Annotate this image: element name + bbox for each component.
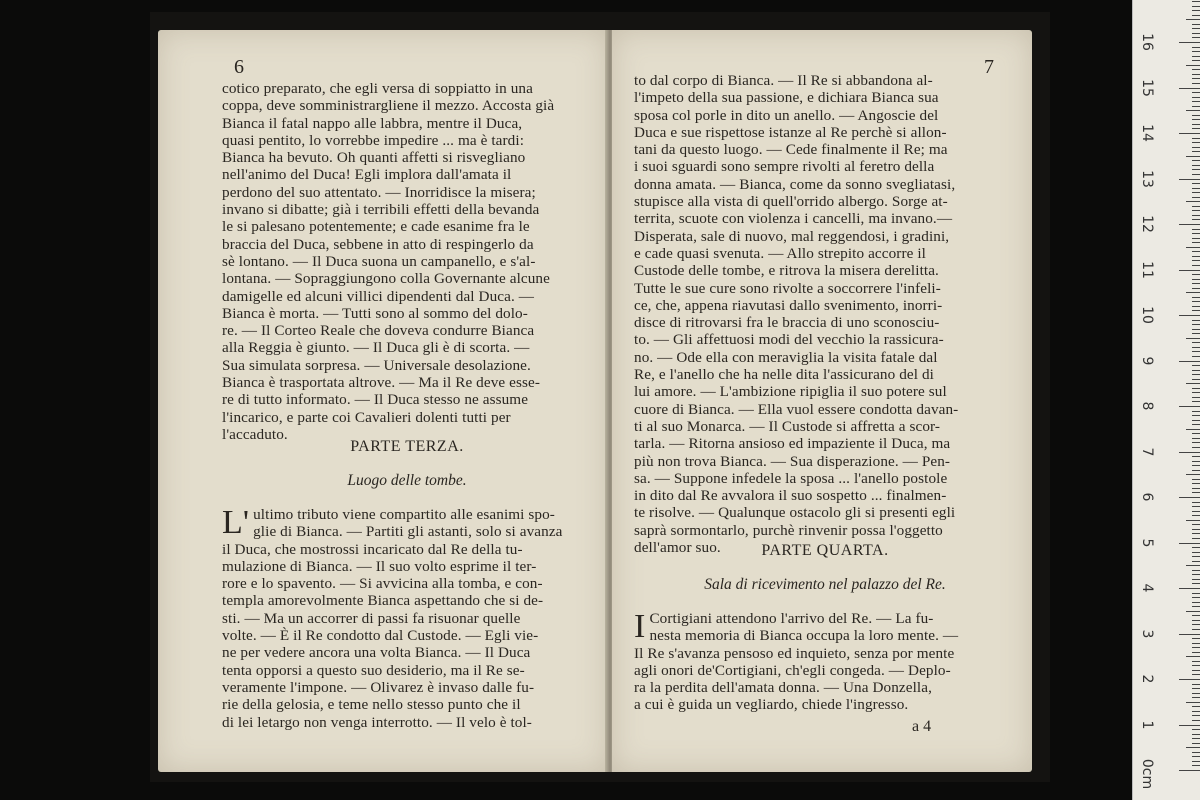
ruler-tick	[1192, 756, 1200, 757]
text-line: più non trova Bianca. — Sua disperazione. — Pen-	[634, 452, 951, 470]
ruler-tick	[1192, 483, 1200, 484]
ruler-tick	[1192, 438, 1200, 439]
text-line: territa, scuote con violenza i cancelli, ma invano.—	[634, 210, 953, 228]
ruler-tick	[1179, 725, 1200, 726]
ruler-tick	[1192, 192, 1200, 193]
ruler-tick	[1192, 374, 1200, 375]
ruler-tick	[1192, 74, 1200, 75]
text-line: lontana. — Sopraggiungono colla Governante alcune	[222, 270, 550, 288]
text-line: a cui è guida un vegliardo, chiede l'ingresso.	[634, 696, 909, 714]
ruler-tick	[1192, 83, 1200, 84]
ruler-tick	[1192, 283, 1200, 284]
ruler-tick	[1192, 461, 1200, 462]
ruler-tick	[1192, 210, 1200, 211]
ruler-tick	[1192, 511, 1200, 512]
ruler-tick	[1179, 634, 1200, 635]
ruler-tick	[1192, 138, 1200, 139]
ruler-tick	[1192, 174, 1200, 175]
text-line: Disperata, sale di nuovo, mal reggendosi, i gradini,	[634, 227, 950, 245]
ruler-tick	[1192, 10, 1200, 11]
ruler-label: 4	[1139, 583, 1155, 593]
ruler-tick	[1186, 474, 1200, 475]
page-number-right: 7	[984, 56, 994, 78]
ruler-tick	[1192, 356, 1200, 357]
ruler-tick	[1192, 333, 1200, 334]
text-line: veramente l'impone. — Olivarez è invaso dalle fu-	[222, 678, 535, 696]
ruler-tick	[1192, 652, 1200, 653]
text-line: Custode delle tombe, e ritrova la misera derelitta.	[634, 262, 939, 280]
ruler-tick	[1192, 188, 1200, 189]
ruler-tick	[1192, 97, 1200, 98]
text-line: re di tutto informato. — Il Duca stesso ne assume	[222, 391, 529, 409]
ruler-label: 15	[1139, 78, 1155, 97]
ruler-tick	[1186, 65, 1200, 66]
text-line: l'incarico, e parte coi Cavalieri dolenti tutti per	[222, 408, 511, 426]
ruler-tick	[1179, 179, 1200, 180]
drop-cap: I	[634, 608, 646, 645]
ruler-tick	[1192, 206, 1200, 207]
drop-cap: L'	[222, 504, 250, 541]
ruler-tick	[1186, 247, 1200, 248]
ruler-tick	[1192, 606, 1200, 607]
ruler-tick	[1192, 761, 1200, 762]
ruler-tick	[1186, 702, 1200, 703]
ruler-tick	[1192, 524, 1200, 525]
text-line: cotico preparato, che egli versa di soppiatto in una	[222, 80, 533, 97]
text-line: rie della gelosia, e teme nello stesso punto che il	[222, 696, 521, 714]
text-line: damigelle ed alcuni villici dipendenti dal Duca. —	[222, 287, 535, 305]
ruler-tick	[1192, 597, 1200, 598]
text-line: tani da questo luogo. — Cede finalmente il Re; ma	[634, 141, 948, 159]
left-text-top	[222, 80, 592, 443]
ruler-tick	[1192, 370, 1200, 371]
ruler-label: 13	[1139, 169, 1155, 188]
ruler-tick	[1192, 697, 1200, 698]
ruler-tick	[1179, 406, 1200, 407]
text-line: no. — Ode ella con meraviglia la visita fatale dal	[634, 348, 938, 366]
ruler-tick	[1192, 1, 1200, 2]
ruler-tick	[1186, 156, 1200, 157]
right-page	[612, 30, 1032, 772]
ruler-tick	[1192, 506, 1200, 507]
text-line: te risolve. — Qualunque ostacolo gli si presenti egli	[634, 504, 956, 522]
ruler-tick	[1192, 479, 1200, 480]
ruler-tick	[1186, 338, 1200, 339]
ruler-tick	[1192, 433, 1200, 434]
ruler-tick	[1192, 251, 1200, 252]
ruler-tick	[1192, 279, 1200, 280]
ruler-tick	[1192, 411, 1200, 412]
text-line: to. — Gli affettuosi modi del vecchio la rassicura-	[634, 331, 944, 349]
text-line: Bianca è morta. — Tutti sono al sommo del dolo-	[222, 304, 528, 322]
text-line: perdono del suo attentato. — Inorridisce la misera;	[222, 183, 536, 201]
ruler-tick	[1192, 552, 1200, 553]
ruler-tick	[1192, 101, 1200, 102]
ruler-tick	[1192, 465, 1200, 466]
text-line: to dal corpo di Bianca. — Il Re si abbandona al-	[634, 72, 933, 89]
ruler-tick	[1186, 747, 1200, 748]
ruler-tick	[1179, 270, 1200, 271]
ruler-tick	[1192, 743, 1200, 744]
ruler-tick	[1192, 624, 1200, 625]
ruler-tick	[1192, 351, 1200, 352]
right-text-bottom	[634, 610, 1016, 714]
ruler-tick	[1192, 734, 1200, 735]
ruler-label: 8	[1139, 401, 1155, 411]
text-line: sè lontano. — Il Duca suona un campanello, e s'al-	[222, 252, 536, 270]
right-text-top	[634, 72, 1016, 556]
ruler-tick	[1192, 579, 1200, 580]
ruler-tick	[1192, 674, 1200, 675]
ruler-tick	[1192, 124, 1200, 125]
ruler-tick	[1192, 706, 1200, 707]
ruler-tick	[1192, 119, 1200, 120]
part-three-subheading: Luogo delle tombe.	[347, 472, 467, 489]
ruler-tick	[1192, 593, 1200, 594]
ruler-tick	[1179, 361, 1200, 362]
ruler-tick	[1192, 502, 1200, 503]
ruler-tick	[1192, 538, 1200, 539]
text-line: saprà sormontarlo, purchè rinvenir possa l'oggetto	[634, 521, 943, 539]
ruler-tick	[1192, 752, 1200, 753]
ruler-tick	[1192, 693, 1200, 694]
ruler-tick	[1192, 570, 1200, 571]
text-line: cuore di Bianca. — Ella vuol essere condotta davan-	[634, 400, 959, 418]
ruler-tick	[1192, 574, 1200, 575]
ruler-tick	[1192, 392, 1200, 393]
ruler-tick	[1192, 401, 1200, 402]
ruler-tick	[1192, 365, 1200, 366]
text-line: ne per vedere ancora una volta Bianca. — Il Duca	[222, 644, 531, 662]
ruler-tick	[1192, 37, 1200, 38]
ruler-tick	[1192, 297, 1200, 298]
ruler-label: 9	[1139, 356, 1155, 365]
ruler-tick	[1192, 492, 1200, 493]
ruler-tick	[1192, 260, 1200, 261]
text-line: Il Re s'avanza pensoso ed inquieto, senza por mente	[634, 644, 955, 662]
ruler-tick	[1179, 588, 1200, 589]
text-line: Bianca è trasportata altrove. — Ma il Re deve esse-	[222, 374, 541, 392]
ruler-tick	[1192, 711, 1200, 712]
ruler-tick	[1192, 329, 1200, 330]
part-four-heading: PARTE QUARTA.	[761, 542, 889, 559]
ruler-label: 5	[1139, 538, 1155, 547]
ruler-tick	[1192, 28, 1200, 29]
text-line: nell'animo del Duca! Egli implora dall'amata il	[222, 166, 512, 184]
ruler-tick	[1192, 556, 1200, 557]
ruler-tick	[1192, 265, 1200, 266]
ruler-tick	[1192, 301, 1200, 302]
ruler-tick	[1192, 615, 1200, 616]
ruler-tick	[1192, 424, 1200, 425]
text-line: re. — Il Corteo Reale che doveva condurre Bianca	[222, 322, 535, 340]
ruler-tick	[1179, 770, 1200, 771]
ruler-label: 16	[1139, 33, 1155, 51]
ruler-tick	[1192, 92, 1200, 93]
ruler-tick	[1179, 452, 1200, 453]
ruler-tick	[1192, 533, 1200, 534]
text-line: donna amata. — Bianca, come da sonno svegliatasi,	[634, 175, 956, 193]
ruler-tick	[1192, 78, 1200, 79]
ruler-label: 10	[1139, 306, 1155, 324]
text-line: stupisce alla vista di quell'orrido albergo. Sorge at-	[634, 193, 948, 211]
text-line: l'accaduto.	[222, 425, 288, 443]
ruler-tick	[1192, 256, 1200, 257]
ruler-tick	[1186, 565, 1200, 566]
ruler-tick	[1192, 379, 1200, 380]
ruler-tick	[1192, 529, 1200, 530]
left-page	[158, 30, 608, 772]
text-line: alla Reggia è giunto. — Il Duca gli è di scorta. —	[222, 339, 530, 357]
signature-mark: a 4	[912, 718, 932, 735]
ruler-tick	[1192, 442, 1200, 443]
text-line: Tutte le sue cure sono rivolte a soccorrere l'infeli-	[634, 279, 941, 297]
left-text-bottom	[222, 506, 592, 731]
ruler-tick	[1192, 274, 1200, 275]
ruler-label: 0cm	[1139, 758, 1155, 790]
text-line: volte. — È il Re condotto dal Custode. — Egli vie-	[222, 627, 539, 645]
ruler-tick	[1192, 729, 1200, 730]
text-line: le si palesano potentemente; e cade esanime fra le	[222, 218, 530, 236]
ruler-tick	[1192, 106, 1200, 107]
ruler-tick	[1179, 679, 1200, 680]
text-line: il Duca, che mostrossi incaricato dal Re della tu-	[222, 540, 523, 558]
text-line: rore e lo spavento. — Si avvicina alla tomba, e con-	[222, 575, 543, 593]
ruler-tick	[1186, 383, 1200, 384]
text-line: tenta opporsi a questo suo desiderio, ma il Re se-	[222, 661, 525, 679]
text-line: sti. — Ma un accorrer di passi fa risuonar quelle	[222, 609, 521, 627]
ruler-tick	[1192, 320, 1200, 321]
ruler-tick	[1192, 688, 1200, 689]
ruler-tick	[1192, 670, 1200, 671]
ruler-tick	[1186, 110, 1200, 111]
ruler-tick	[1192, 347, 1200, 348]
ruler-tick	[1192, 56, 1200, 57]
ruler-tick	[1192, 324, 1200, 325]
ruler-tick	[1192, 602, 1200, 603]
ruler-tick	[1192, 165, 1200, 166]
ruler-tick	[1179, 315, 1200, 316]
ruler-tick	[1192, 456, 1200, 457]
ruler-tick	[1192, 15, 1200, 16]
ruler-tick	[1179, 133, 1200, 134]
ruler-tick	[1192, 638, 1200, 639]
part-four-subheading: Sala di ricevimento nel palazzo del Re.	[704, 576, 946, 593]
ruler-tick	[1179, 224, 1200, 225]
text-line: Sua simulata sorpresa. — Universale desolazione.	[222, 356, 531, 374]
ruler-tick	[1192, 765, 1200, 766]
text-line: coppa, deve somministrargliene il mezzo. Accosta già	[222, 97, 555, 115]
ruler-tick	[1192, 715, 1200, 716]
ruler-tick	[1192, 561, 1200, 562]
ruler-tick	[1192, 69, 1200, 70]
ruler-label: 3	[1139, 629, 1155, 638]
ruler-tick	[1179, 88, 1200, 89]
text-line: ultimo tributo viene compartito alle esanimi spo-	[253, 506, 555, 523]
page-number-left: 6	[234, 56, 244, 78]
ruler-tick	[1192, 415, 1200, 416]
text-line: tarla. — Ritorna ansioso ed impaziente il Duca, ma	[634, 435, 951, 453]
text-line: ra la perdita dell'amata donna. — Una Donzella,	[634, 679, 932, 697]
ruler-tick	[1192, 306, 1200, 307]
ruler-tick	[1192, 215, 1200, 216]
text-line: agli onori de'Cortigiani, ch'egli congeda. — Deplo-	[634, 661, 951, 679]
text-line: sposa col porle in dito un anello. — Angoscie del	[634, 106, 939, 124]
ruler-tick	[1192, 547, 1200, 548]
text-line: di lei letargo non venga interrotto. — Il velo è tol-	[222, 713, 532, 731]
ruler-tick	[1192, 60, 1200, 61]
text-line: Re, e l'anello che ha nelle dita l'assicurano del di	[634, 366, 934, 384]
ruler-tick	[1192, 183, 1200, 184]
ruler-tick	[1192, 629, 1200, 630]
ruler-tick	[1192, 470, 1200, 471]
ruler-tick	[1192, 142, 1200, 143]
ruler-tick	[1192, 643, 1200, 644]
ruler-tick	[1179, 543, 1200, 544]
ruler-tick	[1192, 242, 1200, 243]
ruler-label: 12	[1139, 215, 1155, 233]
ruler-tick	[1179, 497, 1200, 498]
ruler-label: 7	[1139, 447, 1155, 456]
ruler-tick	[1186, 611, 1200, 612]
ruler-tick	[1192, 147, 1200, 148]
ruler-tick	[1192, 219, 1200, 220]
ruler-tick	[1192, 397, 1200, 398]
ruler-tick	[1192, 620, 1200, 621]
ruler-tick	[1192, 684, 1200, 685]
ruler-tick	[1192, 229, 1200, 230]
ruler-tick	[1186, 19, 1200, 20]
ruler-label: 11	[1139, 260, 1155, 279]
text-line: braccia del Duca, sebbene in atto di respingerlo da	[222, 235, 534, 253]
ruler-tick	[1192, 233, 1200, 234]
ruler-tick	[1192, 160, 1200, 161]
ruler-tick	[1192, 33, 1200, 34]
ruler-tick	[1192, 6, 1200, 7]
text-line: Duca e sue rispettose istanze al Re perchè si allon-	[634, 123, 947, 141]
ruler-tick	[1192, 420, 1200, 421]
text-line: in dito dal Re avvalora il suo sospetto ... finalmen-	[634, 487, 947, 505]
ruler-tick	[1192, 661, 1200, 662]
ruler-tick	[1192, 115, 1200, 116]
ruler-tick	[1192, 169, 1200, 170]
text-line: quasi pentito, lo vorrebbe impedire ... ma è tardi:	[222, 131, 525, 149]
ruler-tick	[1192, 288, 1200, 289]
text-line: ti al suo Monarca. — Il Custode si affretta a scor-	[634, 417, 941, 435]
text-line: e cade quasi svenuta. — Allo strepito accorre il	[634, 244, 926, 262]
text-line: mulazione di Bianca. — Il suo volto esprime il ter-	[222, 557, 537, 575]
ruler-tick	[1192, 197, 1200, 198]
ruler-tick	[1192, 447, 1200, 448]
text-line: glie di Bianca. — Partiti gli astanti, solo si avanza	[253, 523, 563, 541]
text-line: ce, che, appena riavutasi dallo svenimento, inorri-	[634, 296, 943, 314]
text-line: l'impeto della sua passione, e dichiara Bianca sua	[634, 89, 939, 107]
ruler-tick	[1192, 738, 1200, 739]
ruler-tick	[1179, 42, 1200, 43]
ruler-tick	[1192, 665, 1200, 666]
ruler-tick	[1186, 292, 1200, 293]
ruler-tick	[1192, 388, 1200, 389]
ruler-tick	[1186, 520, 1200, 521]
ruler-tick	[1192, 51, 1200, 52]
ruler-label: 14	[1139, 124, 1155, 142]
ruler-tick	[1186, 429, 1200, 430]
ruler-tick	[1192, 720, 1200, 721]
text-line: lui amore. — L'ambizione ripiglia il suo potere sul	[634, 383, 947, 401]
text-line: dell'amor suo.	[634, 539, 721, 557]
text-line: Bianca il fatal nappo alle labbra, mentre il Duca,	[222, 114, 523, 132]
open-book	[150, 12, 1050, 782]
ruler-label: 1	[1139, 720, 1155, 729]
ruler-tick	[1192, 238, 1200, 239]
text-line: templa amorevolmente Bianca aspettando che si de-	[222, 592, 544, 610]
text-line: invano si dibatte; già i terribili effetti della bevanda	[222, 201, 540, 219]
text-line: disce di ritrovarsi fra le braccia di uno sconosciu-	[634, 314, 940, 332]
ruler-tick	[1186, 656, 1200, 657]
ruler-tick	[1192, 647, 1200, 648]
ruler-tick	[1192, 342, 1200, 343]
text-line: Bianca ha bevuto. Oh quanti affetti si risvegliano	[222, 149, 526, 167]
ruler-tick	[1192, 151, 1200, 152]
ruler-label: 6	[1139, 492, 1155, 502]
text-line: i suoi sguardi sono sempre rivolti al feretro della	[634, 158, 935, 176]
ruler-label: 2	[1139, 674, 1155, 684]
ruler-tick	[1186, 201, 1200, 202]
ruler-tick	[1192, 47, 1200, 48]
ruler-tick	[1192, 128, 1200, 129]
text-line: sa. — Suppone infedele la sposa ... l'anello postole	[634, 469, 948, 487]
ruler-tick	[1192, 310, 1200, 311]
part-three-heading: PARTE TERZA.	[350, 438, 464, 455]
text-line: Cortigiani attendono l'arrivo del Re. — La fu-	[649, 610, 934, 627]
ruler-tick	[1192, 24, 1200, 25]
ruler-tick	[1192, 488, 1200, 489]
text-line: nesta memoria di Bianca occupa la loro mente. —	[649, 627, 959, 645]
measurement-ruler	[1132, 0, 1200, 800]
ruler-tick	[1192, 583, 1200, 584]
ruler-tick	[1192, 515, 1200, 516]
